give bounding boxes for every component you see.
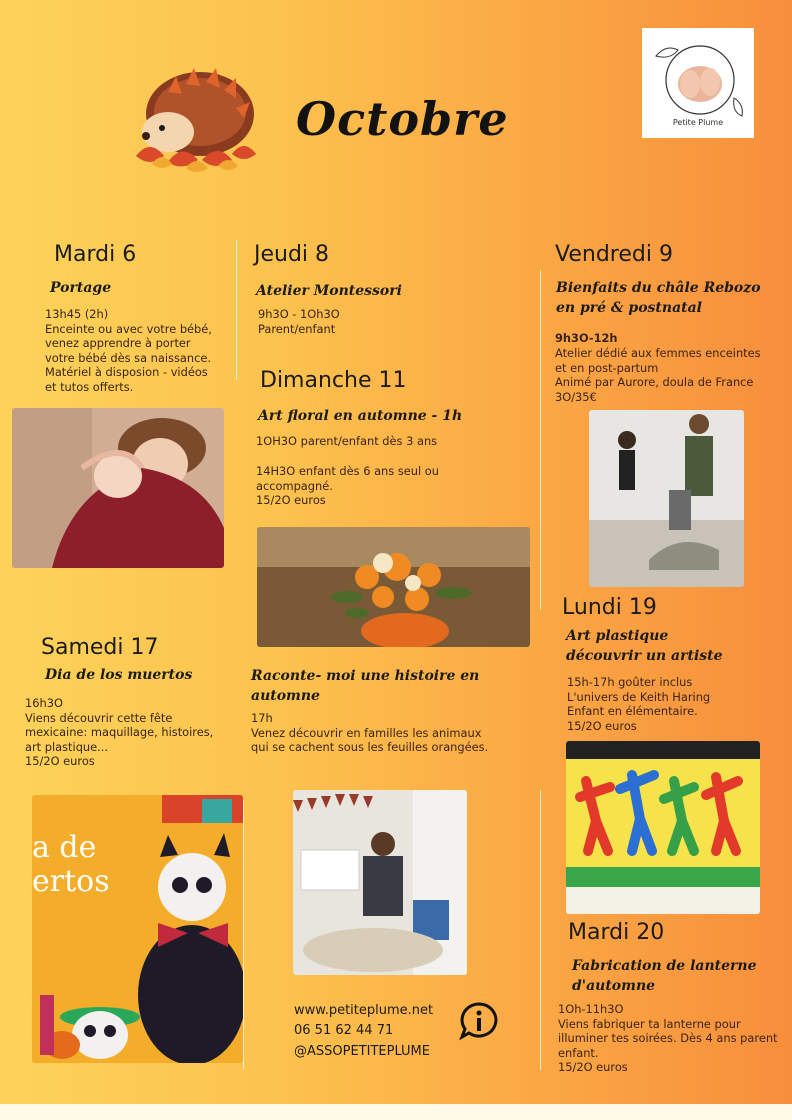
dia-de-los-muertos-poster xyxy=(32,795,243,1063)
event-details: 16h3O Viens découvrir cette fête mexicaine: maquillage, histoires, art plastique... 15/2O euros xyxy=(25,696,214,769)
event-details: 1OH3O parent/enfant dès 3 ans xyxy=(256,434,438,448)
babywearing-photo xyxy=(12,408,224,568)
hedgehog-illustration xyxy=(128,62,260,174)
event-title: Art plastique découvrir un artiste xyxy=(566,628,723,664)
day-heading: Lundi 19 xyxy=(562,595,657,620)
event-details: 15h-17h goûter inclus L'univers de Keith Haring Enfant en élémentaire. 15/2O euros xyxy=(567,675,711,733)
storytelling-photo xyxy=(293,790,467,975)
floral-pumpkin-photo xyxy=(257,527,530,647)
event-details: 17h Venez découvrir en familles les animaux qui se cachent sous les feuilles orangées. xyxy=(251,711,489,755)
day-heading: Jeudi 8 xyxy=(254,242,330,267)
bottom-band xyxy=(0,1104,792,1120)
event-details: 13h45 (2h) Enceinte ou avec votre bébé, venez apprendre à porter votre bébé dès sa naissance. Matériel à disposion - vidéos et tutos offerts. xyxy=(45,307,212,394)
event-title: Raconte- moi une histoire en automne xyxy=(251,668,480,704)
day-heading: Dimanche 11 xyxy=(260,368,407,393)
event-details: 9h3O - 1Oh3O Parent/enfant xyxy=(258,307,340,336)
event-title: Bienfaits du châle Rebozo en pré & postnatal xyxy=(556,280,761,316)
poster-text: a de ertos xyxy=(32,830,110,899)
logo xyxy=(642,28,754,138)
divider xyxy=(236,240,237,380)
social-handle[interactable]: @ASSOPETITEPLUME xyxy=(294,1044,430,1059)
divider xyxy=(243,800,244,1070)
event-title: Atelier Montessori xyxy=(256,283,402,299)
day-heading: Samedi 17 xyxy=(41,635,159,660)
page-title: Octobre xyxy=(296,92,509,146)
keith-haring-artwork xyxy=(566,741,760,914)
event-details: 14H3O enfant dès 6 ans seul ou accompagné. 15/2O euros xyxy=(256,464,439,508)
event-title: Fabrication de lanterne d'automne xyxy=(572,958,757,994)
website-link[interactable]: www.petiteplume.net xyxy=(294,1003,434,1018)
event-details: 1Oh-11h3O Viens fabriquer ta lanterne pour illuminer tes soirées. Dès 4 ans parent enfant. 15/2O euros xyxy=(558,1002,778,1075)
logo-text: Petite Plume xyxy=(672,118,724,127)
info-icon[interactable] xyxy=(458,1000,500,1042)
divider xyxy=(540,270,541,610)
event-title: Art floral en automne - 1h xyxy=(258,408,463,424)
phone-number[interactable]: 06 51 62 44 71 xyxy=(294,1023,394,1038)
event-details: Atelier dédié aux femmes enceintes et en post-partum Animé par Aurore, doula de France 3O/35€ xyxy=(555,346,761,404)
event-title: Portage xyxy=(50,280,112,296)
day-heading: Vendredi 9 xyxy=(555,242,673,267)
rebozo-photo xyxy=(589,410,744,587)
day-heading: Mardi 20 xyxy=(568,920,665,945)
event-time: 9h3O-12h xyxy=(555,331,618,345)
event-title: Dia de los muertos xyxy=(45,667,193,683)
day-heading: Mardi 6 xyxy=(54,242,137,267)
divider xyxy=(540,790,541,1070)
